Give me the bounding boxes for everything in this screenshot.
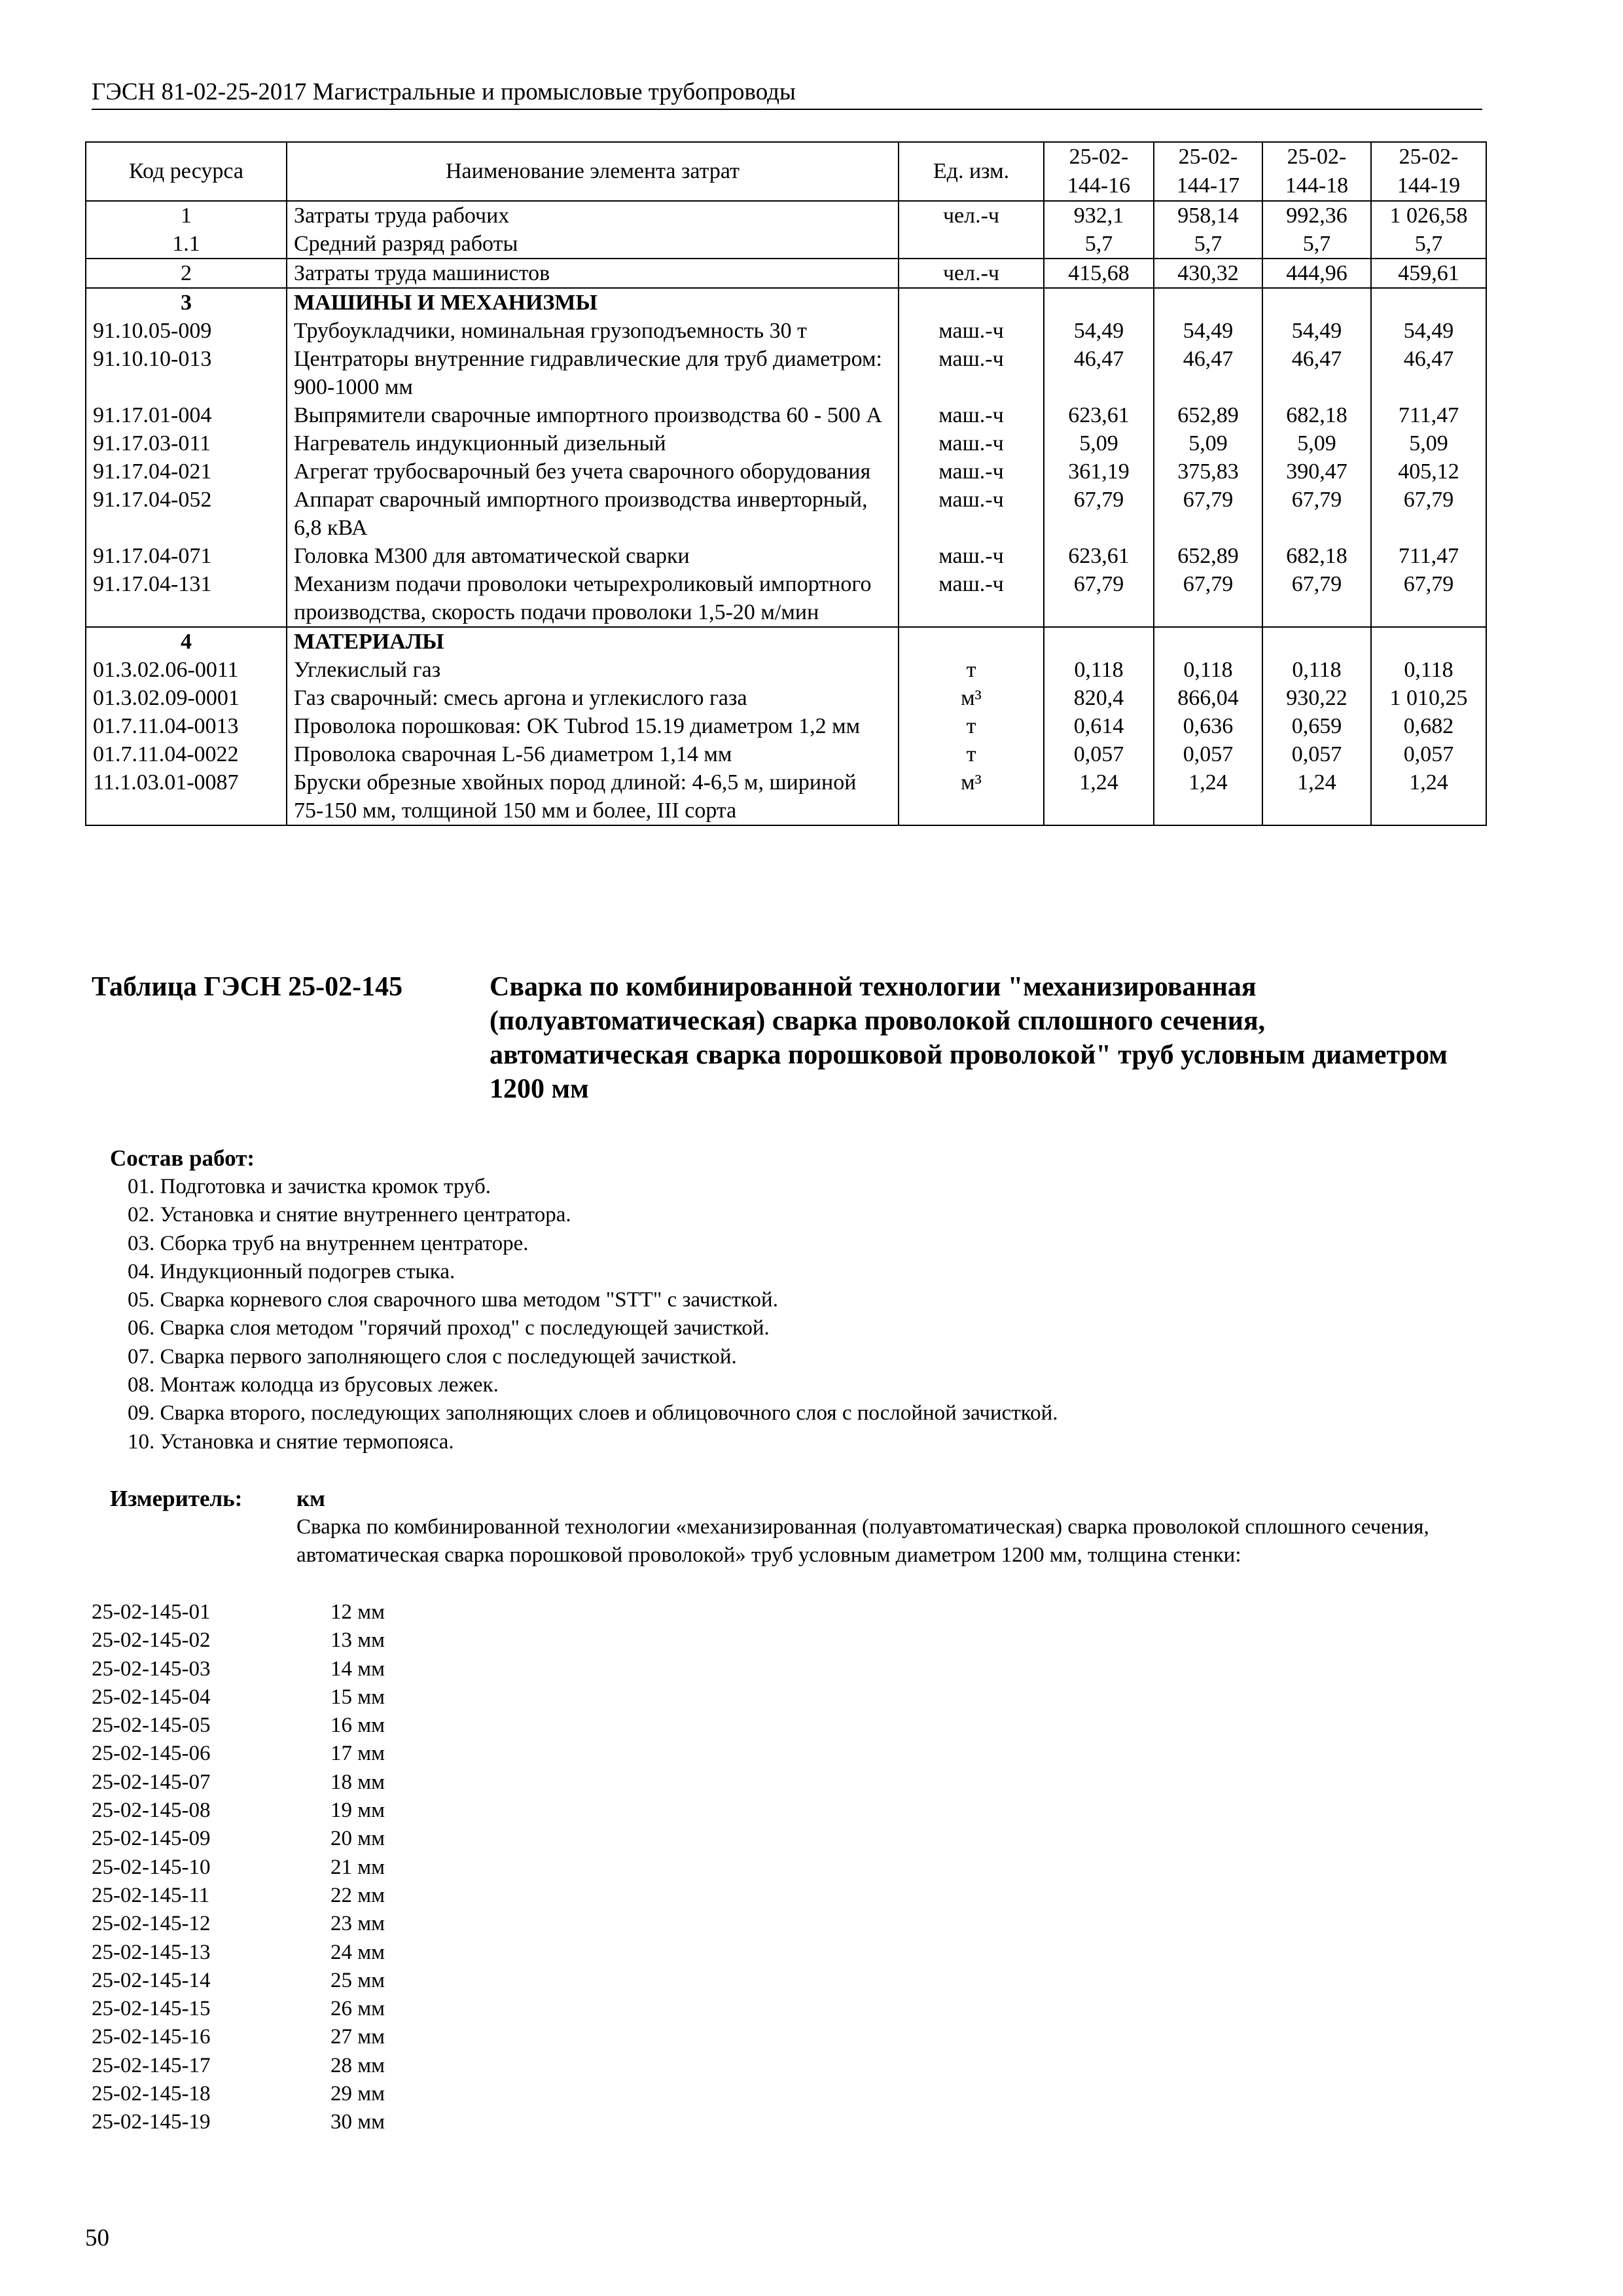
resource-name: Затраты труда рабочих (287, 201, 899, 230)
value-144-18 (1262, 627, 1371, 656)
table-row (86, 740, 1486, 768)
value-144-17: 0,118 (1154, 656, 1262, 684)
value-144-18: 5,09 (1262, 429, 1371, 457)
value-144-19: 67,79 (1371, 486, 1486, 542)
wall-thickness: 25 мм (330, 1968, 385, 1992)
norm-code: 25-02-145-04 (92, 1685, 211, 1709)
resource-code: 91.17.03-011 (86, 429, 287, 457)
resource-unit: маш.-ч (899, 401, 1044, 429)
value-144-19: 67,79 (1371, 570, 1486, 627)
value-144-17: 0,057 (1154, 740, 1262, 768)
code-row (92, 1598, 385, 1626)
resource-code: 01.3.02.06-0011 (86, 656, 287, 684)
value-144-18 (1262, 288, 1371, 317)
value-144-19: 1 026,58 (1371, 201, 1486, 230)
norm-code: 25-02-145-02 (92, 1628, 211, 1653)
resource-name: Аппарат сварочный импортного производства инверторный, 6,8 кВА (287, 486, 899, 542)
resource-code: 01.3.02.09-0001 (86, 684, 287, 712)
value-144-19: 0,682 (1371, 712, 1486, 740)
resource-code: 91.17.04-021 (86, 457, 287, 486)
col-header-code: Код ресурса (86, 142, 287, 201)
value-144-17: 958,14 (1154, 201, 1262, 230)
resource-name: Проволока сварочная L-56 диаметром 1,14 мм (287, 740, 899, 768)
value-144-17: 5,09 (1154, 429, 1262, 457)
wall-thickness: 17 мм (330, 1742, 385, 1766)
value-144-18: 682,18 (1262, 401, 1371, 429)
code-row (92, 2080, 385, 2108)
value-144-16: 623,61 (1044, 401, 1154, 429)
wall-thickness: 13 мм (330, 1628, 385, 1653)
resource-unit: маш.-ч (899, 345, 1044, 401)
resource-unit: чел.-ч (899, 259, 1044, 288)
wall-thickness: 15 мм (330, 1685, 385, 1709)
table-row (86, 401, 1486, 429)
value-144-16: 932,1 (1044, 201, 1154, 230)
norm-code: 25-02-145-10 (92, 1855, 211, 1879)
norm-code: 25-02-145-19 (92, 2110, 211, 2134)
norm-code: 25-02-145-16 (92, 2025, 211, 2049)
col-header-18: 25-02- 144-18 (1262, 142, 1371, 201)
resource-unit: маш.-ч (899, 317, 1044, 345)
value-144-17: 67,79 (1154, 486, 1262, 542)
table-row (86, 288, 1486, 317)
resource-code: 91.17.04-131 (86, 570, 287, 627)
value-144-18: 5,7 (1262, 230, 1371, 259)
wall-thickness: 12 мм (330, 1600, 385, 1624)
page-header: ГЭСН 81-02-25-2017 Магистральные и промысловые трубопроводы (92, 77, 1482, 110)
work-item: 04. Индукционный подогрев стыка. (128, 1259, 455, 1283)
value-144-17: 375,83 (1154, 457, 1262, 486)
value-144-18: 444,96 (1262, 259, 1371, 288)
norm-code: 25-02-145-15 (92, 1997, 211, 2021)
resource-code: 91.10.10-013 (86, 345, 287, 401)
norm-code: 25-02-145-18 (92, 2082, 211, 2106)
table-row (86, 429, 1486, 457)
work-item: 02. Установка и снятие внутреннего центратора. (128, 1203, 571, 1227)
table-row (86, 259, 1486, 288)
table-row (86, 345, 1486, 401)
table-row (86, 230, 1486, 259)
norm-code: 25-02-145-05 (92, 1713, 211, 1738)
value-144-18: 1,24 (1262, 768, 1371, 825)
resource-unit: маш.-ч (899, 429, 1044, 457)
value-144-19: 711,47 (1371, 401, 1486, 429)
value-144-17: 430,32 (1154, 259, 1262, 288)
value-144-16: 820,4 (1044, 684, 1154, 712)
code-row (92, 1740, 385, 1768)
value-144-16 (1044, 627, 1154, 656)
resource-code: 01.7.11.04-0022 (86, 740, 287, 768)
col-header-19: 25-02- 144-19 (1371, 142, 1486, 201)
wall-thickness: 23 мм (330, 1912, 385, 1936)
resource-table (85, 141, 1487, 826)
work-item: 08. Монтаж колодца из брусовых лежек. (128, 1373, 499, 1397)
value-144-16: 5,09 (1044, 429, 1154, 457)
value-144-16 (1044, 288, 1154, 317)
value-144-16: 361,19 (1044, 457, 1154, 486)
resource-unit: чел.-ч (899, 201, 1044, 230)
resource-unit: т (899, 740, 1044, 768)
value-144-16: 0,614 (1044, 712, 1154, 740)
resource-unit: м³ (899, 684, 1044, 712)
resource-code: 91.10.05-009 (86, 317, 287, 345)
wall-thickness: 19 мм (330, 1799, 385, 1823)
value-144-16: 0,057 (1044, 740, 1154, 768)
code-row (92, 1854, 385, 1882)
code-row (92, 2052, 385, 2080)
table-row (86, 486, 1486, 542)
resource-name: МАТЕРИАЛЫ (287, 627, 899, 656)
resource-name: Головка М300 для автоматической сварки (287, 542, 899, 570)
code-row (92, 1768, 385, 1797)
value-144-19: 5,7 (1371, 230, 1486, 259)
works-list (128, 1173, 1058, 1456)
wall-thickness: 27 мм (330, 2025, 385, 2049)
value-144-19: 711,47 (1371, 542, 1486, 570)
value-144-18: 0,057 (1262, 740, 1371, 768)
meter-label: Измеритель: (110, 1486, 243, 1511)
value-144-19 (1371, 627, 1486, 656)
table-row (86, 570, 1486, 627)
resource-code: 4 (86, 627, 287, 656)
table-row (86, 542, 1486, 570)
value-144-18: 682,18 (1262, 542, 1371, 570)
resource-unit: маш.-ч (899, 542, 1044, 570)
code-list (92, 1598, 385, 2137)
wall-thickness: 29 мм (330, 2082, 385, 2106)
value-144-16: 46,47 (1044, 345, 1154, 401)
work-item: 07. Сварка первого заполняющего слоя с последующей зачисткой. (128, 1344, 737, 1369)
value-144-19: 1 010,25 (1371, 684, 1486, 712)
code-row (92, 1995, 385, 2023)
resource-unit (899, 627, 1044, 656)
table-row (86, 457, 1486, 486)
table-row (86, 656, 1486, 684)
norm-code: 25-02-145-17 (92, 2053, 211, 2077)
norm-code: 25-02-145-08 (92, 1799, 211, 1823)
value-144-17: 652,89 (1154, 401, 1262, 429)
wall-thickness: 21 мм (330, 1855, 385, 1879)
table-row (86, 317, 1486, 345)
resource-name: Проволока порошковая: OK Tubrod 15.19 диаметром 1,2 мм (287, 712, 899, 740)
value-144-16: 5,7 (1044, 230, 1154, 259)
work-item: 10. Установка и снятие термопояса. (128, 1429, 454, 1454)
norm-code: 25-02-145-12 (92, 1912, 211, 1936)
wall-thickness: 16 мм (330, 1713, 385, 1738)
resource-code: 1.1 (86, 230, 287, 259)
value-144-18: 0,659 (1262, 712, 1371, 740)
norm-code: 25-02-145-03 (92, 1657, 211, 1681)
resource-name: Трубоукладчики, номинальная грузоподъемность 30 т (287, 317, 899, 345)
works-title: Состав работ: (110, 1145, 255, 1171)
value-144-19: 405,12 (1371, 457, 1486, 486)
resource-name: Средний разряд работы (287, 230, 899, 259)
resource-name: Углекислый газ (287, 656, 899, 684)
value-144-17: 652,89 (1154, 542, 1262, 570)
norm-code: 25-02-145-11 (92, 1883, 210, 1907)
value-144-16: 623,61 (1044, 542, 1154, 570)
code-row (92, 1797, 385, 1825)
value-144-19: 54,49 (1371, 317, 1486, 345)
code-row (92, 2108, 385, 2136)
value-144-18: 0,118 (1262, 656, 1371, 684)
resource-unit: маш.-ч (899, 486, 1044, 542)
value-144-17 (1154, 627, 1262, 656)
resource-name: Центраторы внутренние гидравлические для труб диаметром: 900-1000 мм (287, 345, 899, 401)
value-144-16: 54,49 (1044, 317, 1154, 345)
code-row (92, 1655, 385, 1683)
col-header-17: 25-02- 144-17 (1154, 142, 1262, 201)
col-header-name: Наименование элемента затрат (287, 142, 899, 201)
resource-unit (899, 288, 1044, 317)
resource-code: 01.7.11.04-0013 (86, 712, 287, 740)
work-item: 01. Подготовка и зачистка кромок труб. (128, 1175, 491, 1198)
resource-code: 91.17.01-004 (86, 401, 287, 429)
value-144-18: 67,79 (1262, 486, 1371, 542)
resource-name: Агрегат трубосварочный без учета сварочного оборудования (287, 457, 899, 486)
value-144-17: 1,24 (1154, 768, 1262, 825)
col-header-unit: Ед. изм. (899, 142, 1044, 201)
table-label: Таблица ГЭСН 25-02-145 (92, 972, 403, 1002)
resource-code: 1 (86, 201, 287, 230)
resource-unit (899, 230, 1044, 259)
wall-thickness: 28 мм (330, 2053, 385, 2077)
value-144-17: 5,7 (1154, 230, 1262, 259)
col-header-16: 25-02- 144-16 (1044, 142, 1154, 201)
work-item: 05. Сварка корневого слоя сварочного шва методом "STT" с зачисткой. (128, 1288, 778, 1312)
code-row (92, 1882, 385, 1910)
value-144-18: 54,49 (1262, 317, 1371, 345)
code-row (92, 1967, 385, 1995)
code-row (92, 1939, 385, 1967)
value-144-18: 46,47 (1262, 345, 1371, 401)
wall-thickness: 14 мм (330, 1657, 385, 1681)
code-row (92, 1683, 385, 1712)
wall-thickness: 18 мм (330, 1770, 385, 1794)
value-144-18: 992,36 (1262, 201, 1371, 230)
resource-name: Газ сварочный: смесь аргона и углекислого газа (287, 684, 899, 712)
table-row (86, 201, 1486, 230)
norm-code: 25-02-145-01 (92, 1600, 211, 1624)
value-144-17: 67,79 (1154, 570, 1262, 627)
wall-thickness: 30 мм (330, 2110, 385, 2134)
resource-name: Затраты труда машинистов (287, 259, 899, 288)
code-row (92, 1626, 385, 1655)
resource-name: Нагреватель индукционный дизельный (287, 429, 899, 457)
value-144-19: 0,118 (1371, 656, 1486, 684)
resource-code: 91.17.04-071 (86, 542, 287, 570)
value-144-18: 67,79 (1262, 570, 1371, 627)
resource-code: 11.1.03.01-0087 (86, 768, 287, 825)
resource-unit: м³ (899, 768, 1044, 825)
value-144-19 (1371, 288, 1486, 317)
norm-code: 25-02-145-13 (92, 1940, 211, 1964)
meter-description: Сварка по комбинированной технологии «механизированная (полуавтоматическая) сварка проволокой сплошного сечения, автоматическая сварка порошковой проволокой» труб условным диаметром 1200 мм, толщина стенки: (296, 1515, 1429, 1568)
value-144-17: 54,49 (1154, 317, 1262, 345)
code-row (92, 1825, 385, 1853)
resource-code: 91.17.04-052 (86, 486, 287, 542)
value-144-18: 390,47 (1262, 457, 1371, 486)
value-144-19: 46,47 (1371, 345, 1486, 401)
table-description: Сварка по комбинированной технологии "механизированная (полуавтоматическая) сварка проволокой сплошного сечения, автоматическая сварка порошковой проволокой" труб условным диаметром 1200 мм (490, 972, 1448, 1104)
page-number: 50 (85, 2225, 109, 2251)
value-144-16: 67,79 (1044, 570, 1154, 627)
work-item: 03. Сборка труб на внутреннем центраторе. (128, 1231, 529, 1255)
value-144-16: 1,24 (1044, 768, 1154, 825)
resource-unit: маш.-ч (899, 457, 1044, 486)
value-144-16: 67,79 (1044, 486, 1154, 542)
code-row (92, 1910, 385, 1938)
value-144-17 (1154, 288, 1262, 317)
resource-unit: т (899, 656, 1044, 684)
resource-name: Механизм подачи проволоки четырехроликовый импортного производства, скорость подачи проволоки 1,5-20 м/мин (287, 570, 899, 627)
value-144-17: 866,04 (1154, 684, 1262, 712)
table-row (86, 684, 1486, 712)
table-row (86, 712, 1486, 740)
value-144-16: 415,68 (1044, 259, 1154, 288)
work-item: 09. Сварка второго, последующих заполняющих слоев и облицовочного слоя с послойной зачисткой. (128, 1401, 1058, 1426)
resource-name: Выпрямители сварочные импортного производства 60 - 500 А (287, 401, 899, 429)
norm-code: 25-02-145-07 (92, 1770, 211, 1794)
resource-name: МАШИНЫ И МЕХАНИЗМЫ (287, 288, 899, 317)
work-item: 06. Сварка слоя методом "горячий проход" с последующей зачисткой. (128, 1316, 770, 1340)
code-row (92, 1712, 385, 1740)
wall-thickness: 24 мм (330, 1940, 385, 1964)
wall-thickness: 20 мм (330, 1827, 385, 1851)
resource-code: 3 (86, 288, 287, 317)
norm-code: 25-02-145-06 (92, 1742, 211, 1766)
wall-thickness: 26 мм (330, 1997, 385, 2021)
value-144-18: 930,22 (1262, 684, 1371, 712)
table-header-row (86, 142, 1486, 201)
value-144-19: 0,057 (1371, 740, 1486, 768)
value-144-19: 1,24 (1371, 768, 1486, 825)
resource-unit: т (899, 712, 1044, 740)
resource-name: Бруски обрезные хвойных пород длиной: 4-6,5 м, шириной 75-150 мм, толщиной 150 мм и более, III сорта (287, 768, 899, 825)
resource-code: 2 (86, 259, 287, 288)
value-144-16: 0,118 (1044, 656, 1154, 684)
table-row (86, 768, 1486, 825)
value-144-17: 46,47 (1154, 345, 1262, 401)
value-144-19: 459,61 (1371, 259, 1486, 288)
wall-thickness: 22 мм (330, 1883, 385, 1907)
code-row (92, 2023, 385, 2051)
meter-unit: км (296, 1486, 326, 1511)
resource-unit: маш.-ч (899, 570, 1044, 627)
value-144-19: 5,09 (1371, 429, 1486, 457)
value-144-17: 0,636 (1154, 712, 1262, 740)
table-body (86, 201, 1486, 825)
table-row (86, 627, 1486, 656)
norm-code: 25-02-145-09 (92, 1827, 211, 1851)
norm-code: 25-02-145-14 (92, 1968, 211, 1992)
